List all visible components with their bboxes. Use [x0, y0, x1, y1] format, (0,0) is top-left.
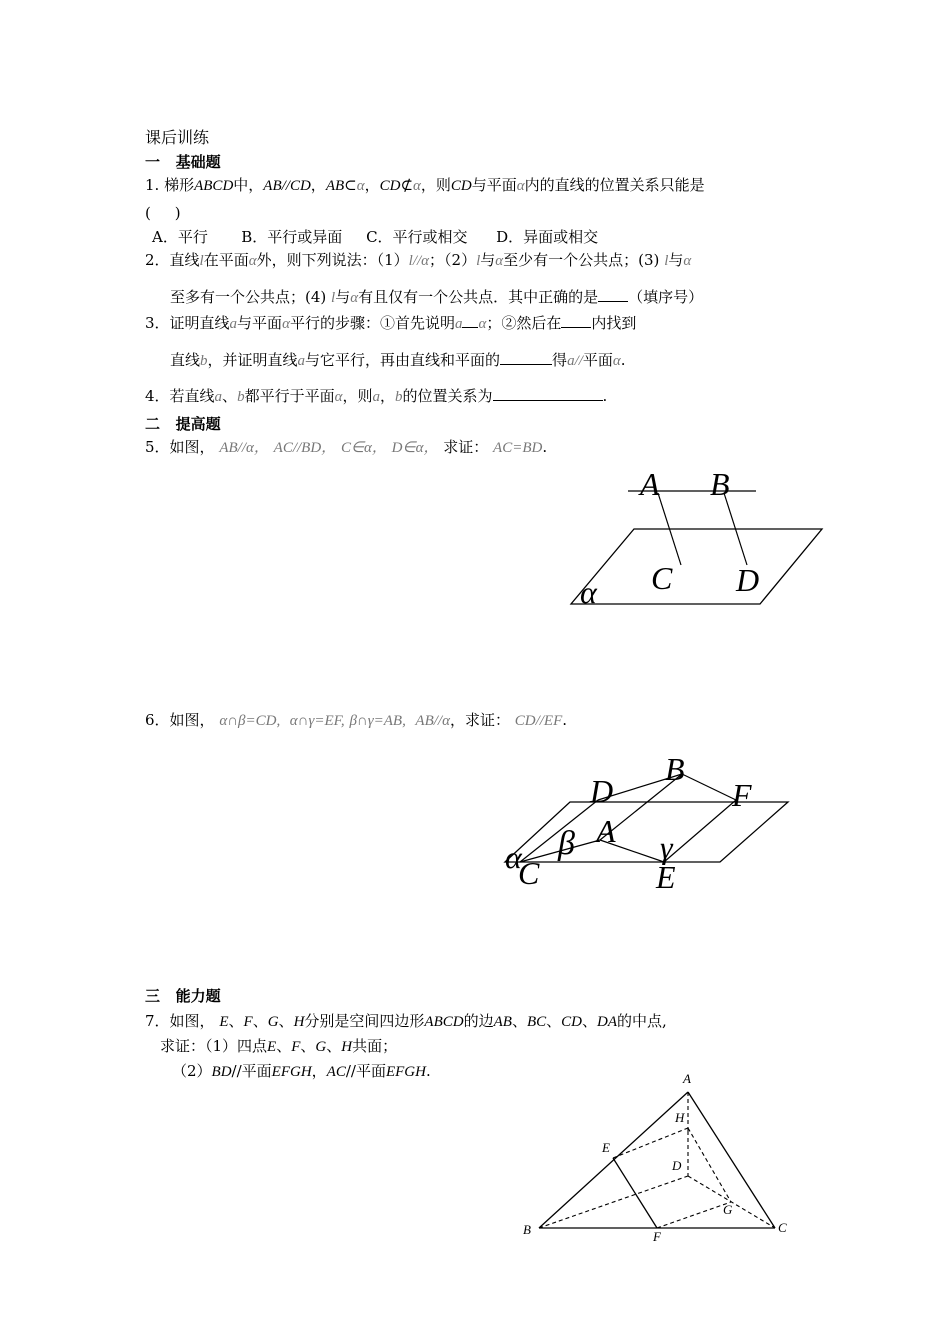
question-3-line-2: 直线b，并证明直线a与它平行，再由直线和平面的 得a//平面α.: [170, 351, 626, 369]
question-1-line-1: 1. 梯形ABCD中，AB//CD，AB⊂α，CD⊄α，则CD与平面α内的直线的位置关系只能是: [145, 176, 705, 194]
label-B: B: [710, 466, 730, 502]
question-7-line-2: 求证：（1）四点E、F、G、H共面；: [160, 1037, 398, 1055]
section-advanced: 二 提高题: [145, 415, 221, 433]
label-F: F: [653, 1229, 661, 1244]
question-1-answer-paren: ( ): [145, 204, 181, 222]
label-D: D: [672, 1158, 682, 1173]
label-B: B: [523, 1222, 531, 1237]
label-beta: β: [558, 825, 575, 862]
label-G: G: [723, 1202, 733, 1217]
question-3-line-1: 3．证明直线a与平面α平行的步骤：①首先说明a α；②然后在 内找到: [145, 314, 637, 332]
page-title: 课后训练: [145, 128, 210, 147]
question-1-options: A．平行 B．平行或异面 C．平行或相交 D．异面或相交: [152, 228, 599, 246]
section-basic: 一 基础题: [145, 153, 221, 171]
label-E: E: [656, 859, 676, 895]
label-D: D: [590, 773, 614, 809]
label-gamma: γ: [660, 829, 673, 865]
figure-5: [560, 465, 840, 615]
question-5: 5．如图， AB//α， AC//BD， C∈α， D∈α， 求证： AC=BD.: [145, 438, 548, 456]
label-B: B: [665, 751, 685, 787]
label-F: F: [732, 777, 752, 813]
label-alpha: α: [580, 574, 597, 610]
label-C: C: [651, 560, 673, 596]
label-A: A: [640, 466, 660, 502]
label-D: D: [736, 562, 760, 598]
label-alpha: α: [505, 839, 522, 875]
question-7-line-3: （2）BD//平面EFGH，AC//平面EFGH.: [172, 1062, 431, 1080]
label-A: A: [596, 813, 616, 849]
question-7-line-1: 7．如图， E、F、G、H分别是空间四边形ABCD的边AB、BC、CD、DA的中点,: [145, 1012, 667, 1030]
question-6: 6．如图， α∩β=CD, α∩γ=EF, β∩γ=AB, AB//α，求证： CD//EF.: [145, 711, 568, 729]
question-2-line-1: 2．直线l在平面α外，则下列说法：（1）l//α；（2）l与α至少有一个公共点；(3) l与α: [145, 251, 692, 269]
label-C: C: [778, 1220, 787, 1235]
label-E: E: [602, 1140, 610, 1155]
figure-7: [515, 1068, 795, 1243]
question-2-line-2: 至多有一个公共点；(4) l与α有且仅有一个公共点．其中正确的是 （填序号）: [170, 288, 704, 306]
label-A: A: [683, 1071, 691, 1086]
figure-6: [500, 750, 800, 900]
label-C: C: [518, 855, 540, 891]
question-4: 4．若直线a、b都平行于平面α，则a，b的位置关系为 .: [145, 387, 608, 405]
label-H: H: [675, 1110, 685, 1125]
section-ability: 三 能力题: [145, 987, 221, 1005]
